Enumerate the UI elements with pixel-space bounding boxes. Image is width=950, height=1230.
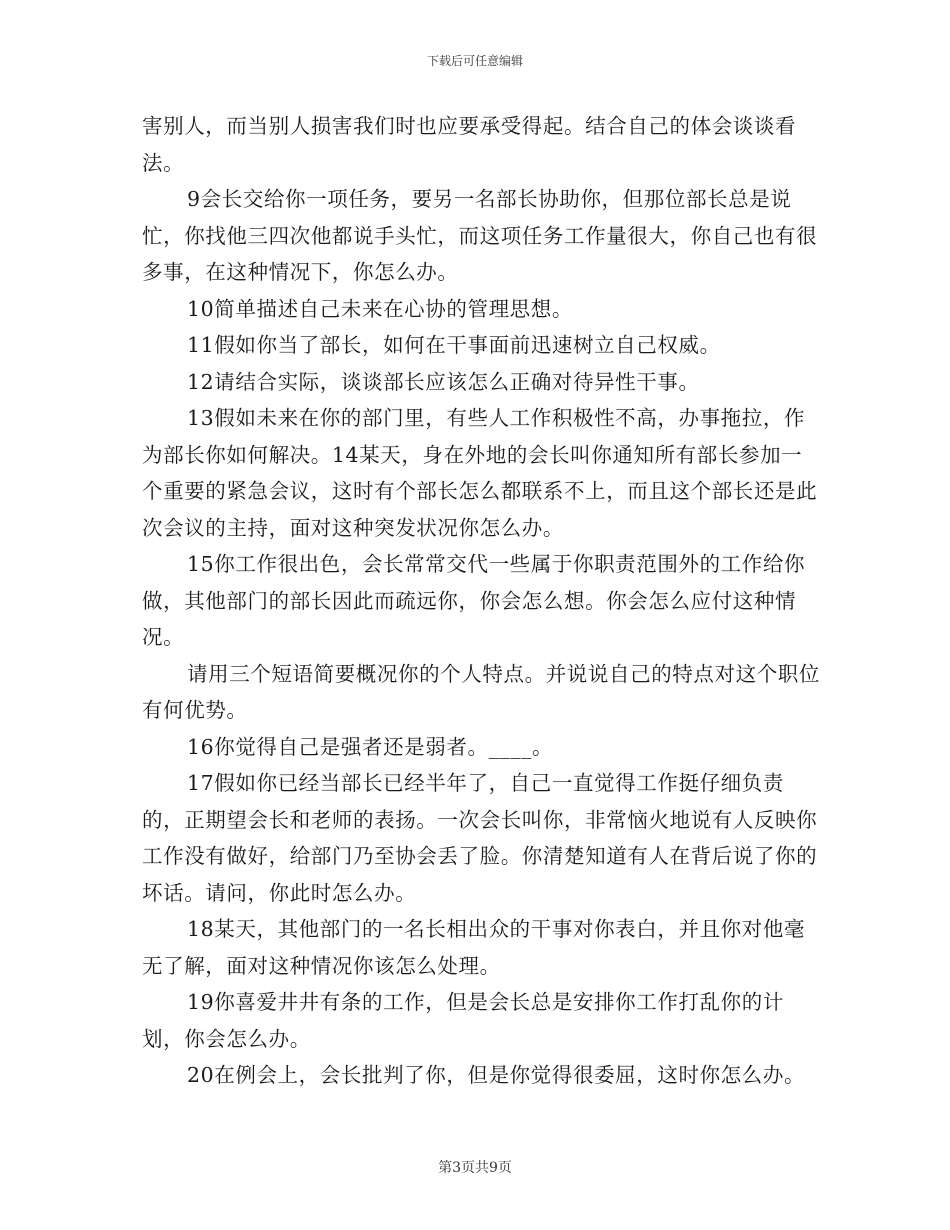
question-9: 9会长交给你一项任务，要另一名部长协助你，但那位部长总是说忙，你找他三四次他都说手头忙，而这项任务工作量很大，你自己也有很多事，在这种情况下，你怎么办。 xyxy=(142,187,818,284)
question-11: 11假如你当了部长，如何在干事面前迅速树立自己权威。 xyxy=(187,333,721,357)
question-16: 16你觉得自己是强者还是弱者。____。 xyxy=(187,734,554,759)
question-traits: 请用三个短语简要概况你的个人特点。并说说自己的特点对这个职位有何优势。 xyxy=(142,661,820,722)
page-header: 下载后可任意编辑 xyxy=(426,54,523,68)
paragraph-continuation: 害别人，而当别人损害我们时也应要承受得起。结合自己的体会谈谈看法。 xyxy=(142,114,797,175)
question-17: 17假如你已经当部长已经半年了，自己一直觉得工作挺仔细负责的，正期望会长和老师的表扬。一次会长叫你，非常恼火地说有人反映你工作没有做好，给部门乃至协会丢了脸。你清楚知道有人在背后说了你的坏话。请问，你此时怎么办。 xyxy=(142,771,818,905)
question-13-14: 13假如未来在你的部门里，有些人工作积极性不高，办事拖拉，作为部长你如何解决。14某天，身在外地的会长叫你通知所有部长参加一个重要的紧急会议，这时有个部长怎么都联系不上，而且这个部长还是此次会议的主持，面对这种突发状况你怎么办。 xyxy=(142,406,818,540)
question-20: 20在例会上，会长批判了你，但是你觉得很委屈，这时你怎么办。 xyxy=(187,1063,806,1087)
question-10: 10简单描述自己未来在心协的管理思想。 xyxy=(187,296,573,321)
question-18: 18某天，其他部门的一名长相出众的干事对你表白，并且你对他毫无了解，面对这种情况你该怎么处理。 xyxy=(142,917,806,978)
question-15: 15你工作很出色，会长常常交代一些属于你职责范围外的工作给你做，其他部门的部长因此而疏远你，你会怎么想。你会怎么应付这种情况。 xyxy=(142,552,806,649)
question-19: 19你喜爱井井有条的工作，但是会长总是安排你工作打乱你的计划，你会怎么办。 xyxy=(142,990,784,1051)
document-body xyxy=(142,108,822,1094)
page-footer: 第3页共9页 xyxy=(438,1160,512,1176)
question-12: 12请结合实际，谈谈部长应该怎么正确对待异性干事。 xyxy=(187,369,700,394)
